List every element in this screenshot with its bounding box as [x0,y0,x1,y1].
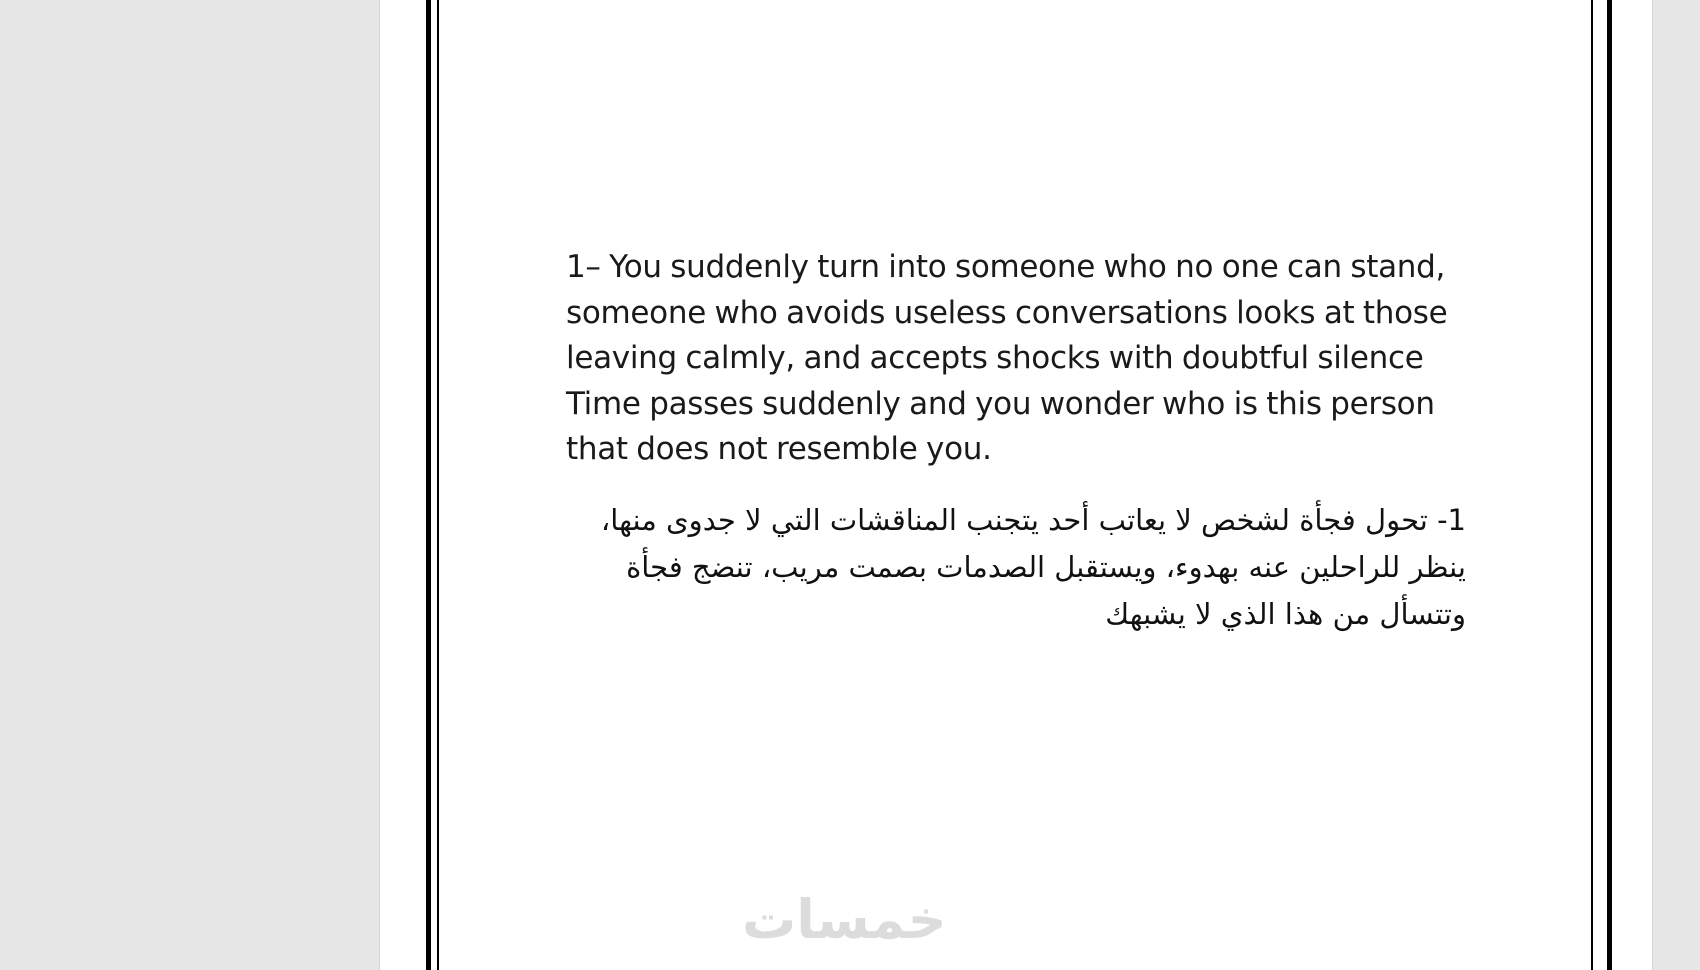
document-body[interactable] [566,245,1476,638]
watermark-logo: خمسات [742,888,947,951]
english-paragraph[interactable]: 1– You suddenly turn into someone who no one can stand, someone who avoids useless conversations looks at those leaving calmly, and accepts shocks with doubtful silence Time passes suddenly and you wonder who is this person that does not resemble you. [566,249,1448,467]
arabic-paragraph[interactable]: 1- تحول فجأة لشخص لا يعاتب أحد يتجنب المناقشات التي لا جدوى منها، ينظر للراحلين عنه بهدوء، ويستقبل الصدمات بصمت مريب، تنضج فجأة وتتسأل من هذا الذي لا يشبهك [600,502,1466,631]
document-page[interactable] [379,0,1653,970]
